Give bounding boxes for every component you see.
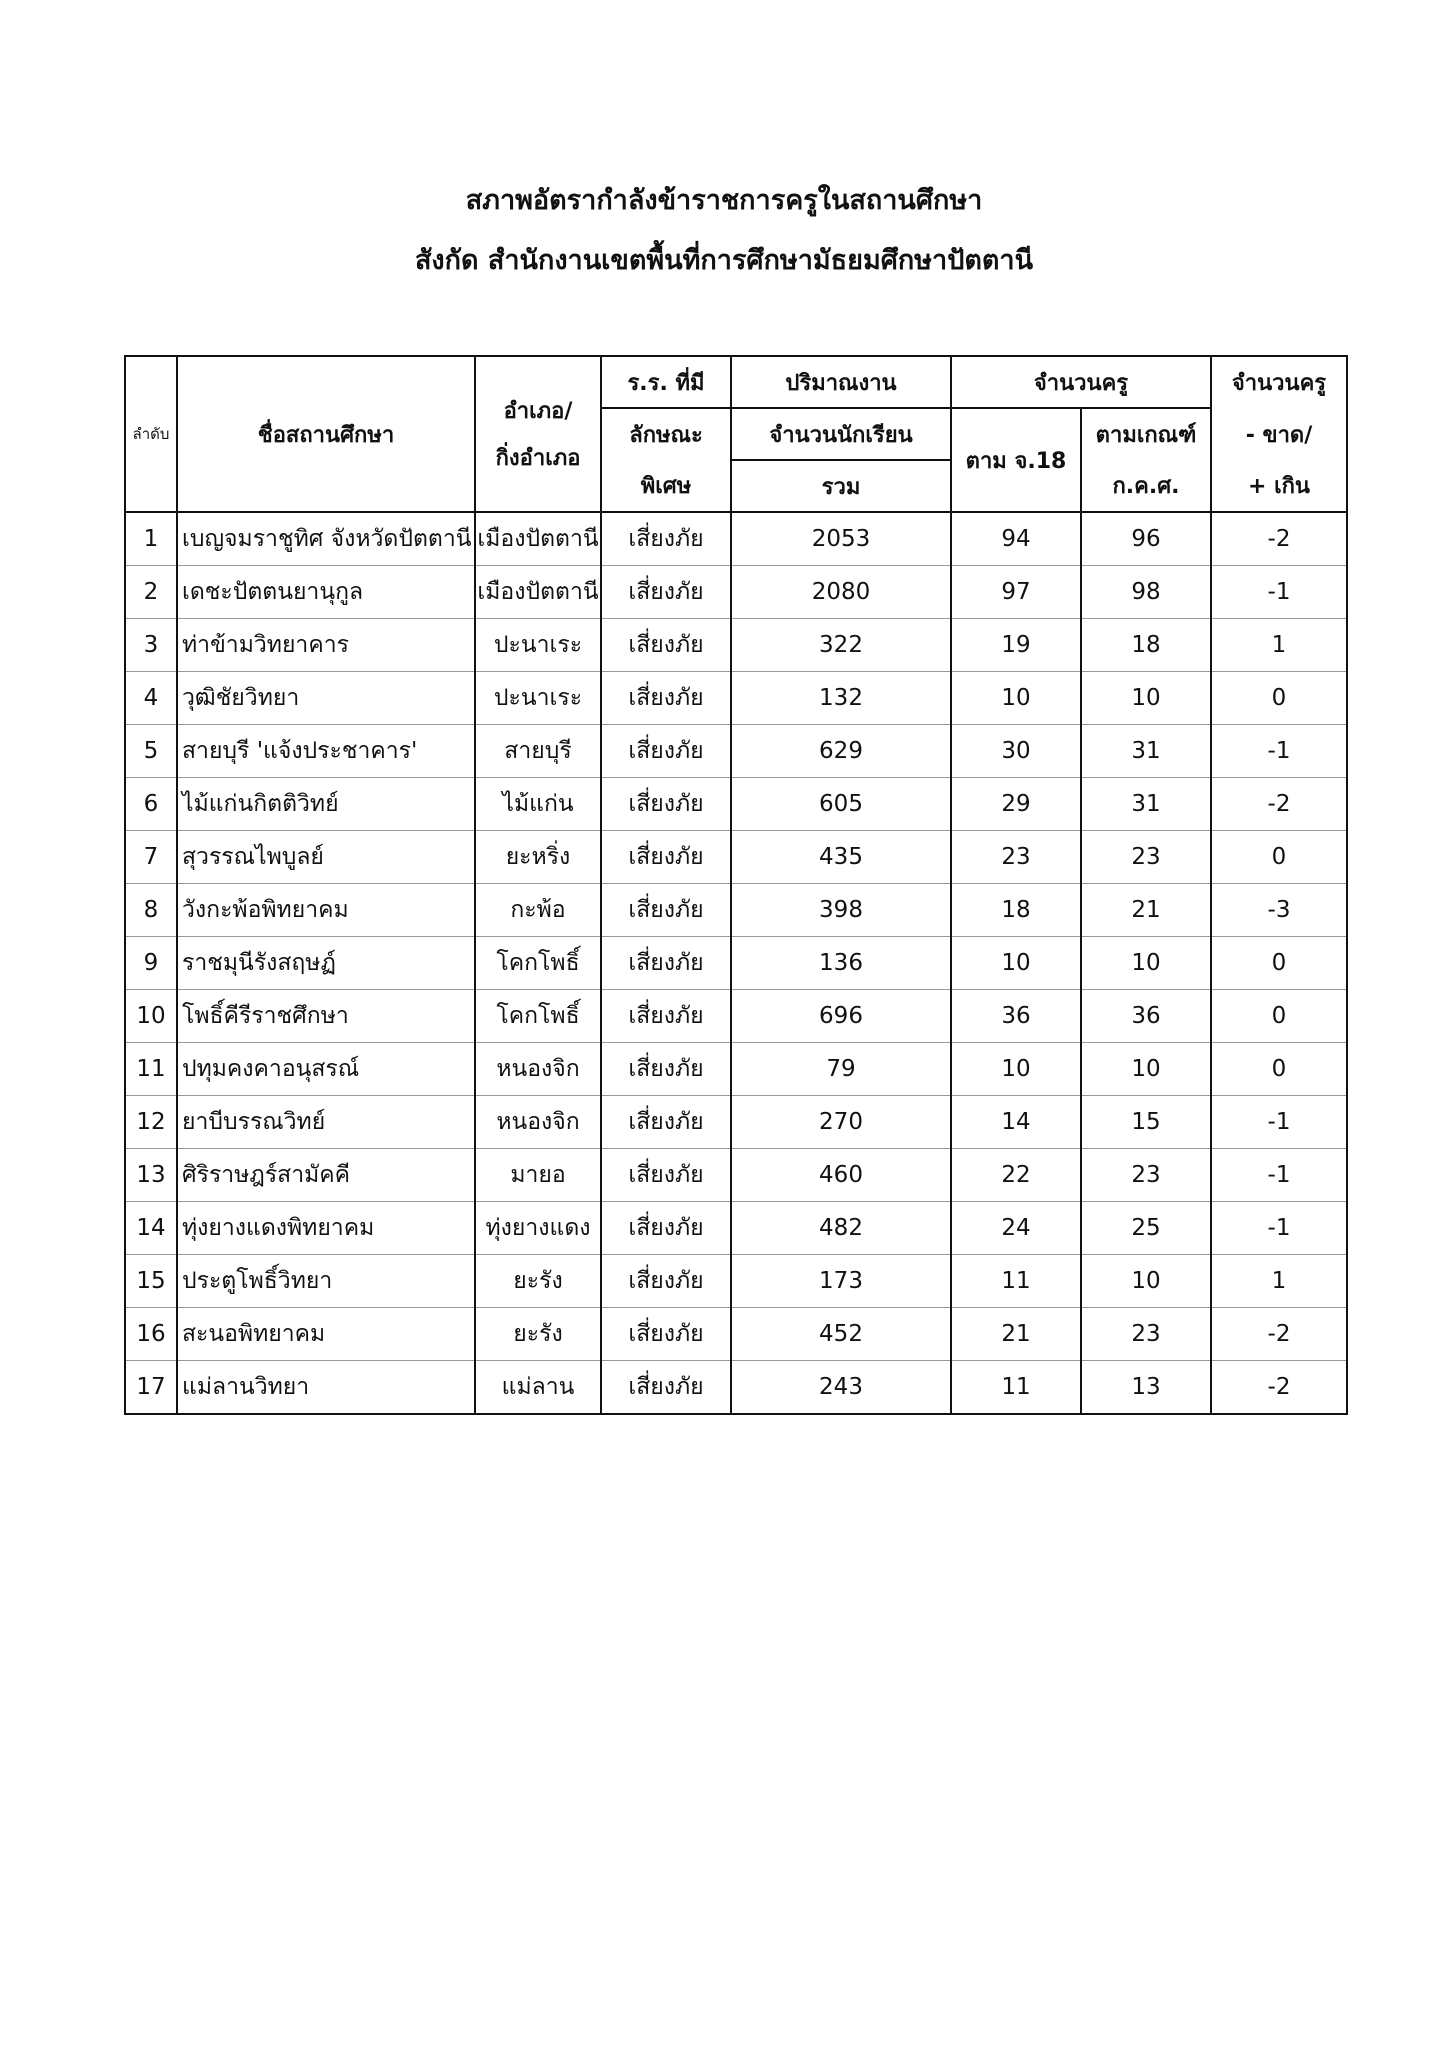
cell-teachers-j18: 24 (951, 1202, 1081, 1255)
cell-teachers-j18: 30 (951, 725, 1081, 778)
cell-special: เสี่ยงภัย (601, 990, 731, 1043)
cell-school: ทุ่งยางแดงพิทยาคม (177, 1202, 475, 1255)
header-total: รวม (731, 460, 951, 512)
cell-teacher-diff: -2 (1211, 778, 1347, 831)
document-title: สภาพอัตรากำลังข้าราชการครูในสถานศึกษา (465, 185, 983, 216)
cell-teachers-j18: 21 (951, 1308, 1081, 1361)
cell-school: ไม้แก่นกิตติวิทย์ (177, 778, 475, 831)
cell-students: 79 (731, 1043, 951, 1096)
cell-district: กะพ้อ (475, 884, 601, 937)
cell-district: มายอ (475, 1149, 601, 1202)
cell-district: ยะรัง (475, 1255, 601, 1308)
cell-no: 3 (125, 619, 177, 672)
cell-teachers-criteria: 10 (1081, 1043, 1211, 1096)
cell-teachers-criteria: 21 (1081, 884, 1211, 937)
cell-teachers-j18: 29 (951, 778, 1081, 831)
cell-teachers-criteria: 96 (1081, 512, 1211, 566)
cell-no: 14 (125, 1202, 177, 1255)
table-row (125, 619, 1347, 672)
table-row (125, 937, 1347, 990)
cell-special: เสี่ยงภัย (601, 1361, 731, 1415)
cell-special: เสี่ยงภัย (601, 1255, 731, 1308)
cell-special: เสี่ยงภัย (601, 619, 731, 672)
header-students: จำนวนนักเรียน (731, 408, 951, 460)
cell-teachers-criteria: 25 (1081, 1202, 1211, 1255)
cell-no: 16 (125, 1308, 177, 1361)
cell-school: สะนอพิทยาคม (177, 1308, 475, 1361)
cell-school: แม่ลานวิทยา (177, 1361, 475, 1415)
table-row (125, 1043, 1347, 1096)
cell-no: 11 (125, 1043, 177, 1096)
cell-district: ปะนาเระ (475, 619, 601, 672)
cell-teachers-criteria: 36 (1081, 990, 1211, 1043)
cell-teacher-diff: -2 (1211, 1308, 1347, 1361)
cell-district: สายบุรี (475, 725, 601, 778)
cell-district: หนองจิก (475, 1096, 601, 1149)
cell-no: 7 (125, 831, 177, 884)
cell-teacher-diff: -2 (1211, 1361, 1347, 1415)
cell-teachers-j18: 18 (951, 884, 1081, 937)
cell-no: 15 (125, 1255, 177, 1308)
cell-district: ทุ่งยางแดง (475, 1202, 601, 1255)
cell-district: ยะรัง (475, 1308, 601, 1361)
cell-teachers-criteria: 15 (1081, 1096, 1211, 1149)
cell-teacher-diff: 0 (1211, 937, 1347, 990)
cell-students: 136 (731, 937, 951, 990)
table-row (125, 512, 1347, 566)
cell-students: 270 (731, 1096, 951, 1149)
table-row (125, 884, 1347, 937)
header-no: ลำดับ (125, 356, 177, 512)
table-row (125, 1361, 1347, 1415)
cell-teachers-j18: 11 (951, 1255, 1081, 1308)
cell-students: 398 (731, 884, 951, 937)
cell-students: 173 (731, 1255, 951, 1308)
header-diff-line1: จำนวนครู (1211, 356, 1347, 408)
cell-teachers-criteria: 98 (1081, 566, 1211, 619)
cell-teachers-j18: 19 (951, 619, 1081, 672)
cell-special: เสี่ยงภัย (601, 725, 731, 778)
cell-school: เดชะปัตตนยานุกูล (177, 566, 475, 619)
cell-teachers-criteria: 23 (1081, 1149, 1211, 1202)
cell-no: 17 (125, 1361, 177, 1415)
cell-teachers-criteria: 10 (1081, 937, 1211, 990)
cell-teacher-diff: -1 (1211, 566, 1347, 619)
cell-special: เสี่ยงภัย (601, 512, 731, 566)
cell-special: เสี่ยงภัย (601, 884, 731, 937)
cell-teacher-diff: -1 (1211, 1149, 1347, 1202)
cell-district: ปะนาเระ (475, 672, 601, 725)
cell-district: ไม้แก่น (475, 778, 601, 831)
header-district (475, 356, 601, 512)
cell-teachers-j18: 10 (951, 937, 1081, 990)
cell-teacher-diff: 1 (1211, 619, 1347, 672)
cell-teachers-j18: 36 (951, 990, 1081, 1043)
cell-students: 322 (731, 619, 951, 672)
header-by-criteria-line1: ตามเกณฑ์ (1081, 408, 1211, 460)
header-special-line1: ร.ร. ที่มี (601, 356, 731, 408)
cell-no: 10 (125, 990, 177, 1043)
cell-special: เสี่ยงภัย (601, 831, 731, 884)
cell-students: 243 (731, 1361, 951, 1415)
header-diff-line3: + เกิน (1211, 460, 1347, 512)
header-district-line1: อำเภอ/ (503, 399, 573, 424)
cell-special: เสี่ยงภัย (601, 1202, 731, 1255)
cell-teacher-diff: 0 (1211, 990, 1347, 1043)
cell-teachers-j18: 10 (951, 672, 1081, 725)
cell-district: ยะหริ่ง (475, 831, 601, 884)
cell-no: 2 (125, 566, 177, 619)
cell-school: สายบุรี 'แจ้งประชาคาร' (177, 725, 475, 778)
cell-students: 629 (731, 725, 951, 778)
cell-teacher-diff: -2 (1211, 512, 1347, 566)
cell-teacher-diff: 0 (1211, 672, 1347, 725)
cell-special: เสี่ยงภัย (601, 1149, 731, 1202)
header-by-j18: ตาม จ.18 (951, 408, 1081, 512)
table-row (125, 1096, 1347, 1149)
header-workload: ปริมาณงาน (731, 356, 951, 408)
cell-teacher-diff: -1 (1211, 1096, 1347, 1149)
cell-teacher-diff: -1 (1211, 1202, 1347, 1255)
header-district-line2: กิ่งอำเภอ (495, 446, 581, 471)
cell-school: ราชมุนีรังสฤษฏ์ (177, 937, 475, 990)
cell-school: ท่าข้ามวิทยาคาร (177, 619, 475, 672)
cell-no: 9 (125, 937, 177, 990)
cell-teacher-diff: 0 (1211, 831, 1347, 884)
cell-students: 2080 (731, 566, 951, 619)
cell-students: 482 (731, 1202, 951, 1255)
cell-teachers-j18: 23 (951, 831, 1081, 884)
cell-teacher-diff: -3 (1211, 884, 1347, 937)
cell-teachers-criteria: 23 (1081, 831, 1211, 884)
cell-special: เสี่ยงภัย (601, 1043, 731, 1096)
cell-no: 13 (125, 1149, 177, 1202)
cell-special: เสี่ยงภัย (601, 1096, 731, 1149)
cell-district: โคกโพธิ์ (475, 937, 601, 990)
cell-teachers-j18: 94 (951, 512, 1081, 566)
table-row (125, 566, 1347, 619)
cell-teachers-criteria: 31 (1081, 725, 1211, 778)
cell-school: ปทุมคงคาอนุสรณ์ (177, 1043, 475, 1096)
cell-special: เสี่ยงภัย (601, 778, 731, 831)
cell-school: ศิริราษฎร์สามัคคี (177, 1149, 475, 1202)
cell-no: 4 (125, 672, 177, 725)
header-teachers: จำนวนครู (951, 356, 1211, 408)
cell-district: หนองจิก (475, 1043, 601, 1096)
cell-no: 8 (125, 884, 177, 937)
cell-school: สุวรรณไพบูลย์ (177, 831, 475, 884)
cell-district: เมืองปัตตานี (475, 566, 601, 619)
cell-teachers-j18: 14 (951, 1096, 1081, 1149)
table-row (125, 672, 1347, 725)
cell-school: วุฒิชัยวิทยา (177, 672, 475, 725)
cell-teachers-criteria: 23 (1081, 1308, 1211, 1361)
cell-teacher-diff: 0 (1211, 1043, 1347, 1096)
cell-teacher-diff: -1 (1211, 725, 1347, 778)
cell-school: ประตูโพธิ์วิทยา (177, 1255, 475, 1308)
cell-school: ยาบีบรรณวิทย์ (177, 1096, 475, 1149)
cell-teachers-j18: 97 (951, 566, 1081, 619)
document-subtitle: สังกัด สำนักงานเขตพื้นที่การศึกษามัธยมศึกษาปัตตานี (414, 245, 1034, 276)
cell-teachers-criteria: 10 (1081, 672, 1211, 725)
teacher-staffing-table (124, 355, 1348, 1415)
cell-district: โคกโพธิ์ (475, 990, 601, 1043)
table-row (125, 831, 1347, 884)
cell-students: 605 (731, 778, 951, 831)
table-row (125, 1149, 1347, 1202)
table-row (125, 1202, 1347, 1255)
table-row (125, 990, 1347, 1043)
cell-teachers-criteria: 13 (1081, 1361, 1211, 1415)
cell-special: เสี่ยงภัย (601, 937, 731, 990)
cell-teacher-diff: 1 (1211, 1255, 1347, 1308)
table-row (125, 1308, 1347, 1361)
cell-special: เสี่ยงภัย (601, 566, 731, 619)
header-special-line2: ลักษณะ (601, 408, 731, 460)
cell-special: เสี่ยงภัย (601, 1308, 731, 1361)
cell-teachers-criteria: 18 (1081, 619, 1211, 672)
header-by-criteria-line2: ก.ค.ศ. (1081, 460, 1211, 512)
cell-teachers-j18: 22 (951, 1149, 1081, 1202)
cell-no: 12 (125, 1096, 177, 1149)
cell-school: โพธิ์คีรีราชศึกษา (177, 990, 475, 1043)
cell-no: 6 (125, 778, 177, 831)
cell-students: 435 (731, 831, 951, 884)
cell-students: 132 (731, 672, 951, 725)
header-diff-line2: - ขาด/ (1211, 408, 1347, 460)
table-row (125, 778, 1347, 831)
cell-teachers-j18: 11 (951, 1361, 1081, 1415)
cell-students: 452 (731, 1308, 951, 1361)
table-row (125, 1255, 1347, 1308)
cell-school: เบญจมราชูทิศ จังหวัดปัตตานี (177, 512, 475, 566)
header-school: ชื่อสถานศึกษา (177, 356, 475, 512)
cell-special: เสี่ยงภัย (601, 672, 731, 725)
cell-teachers-criteria: 10 (1081, 1255, 1211, 1308)
cell-district: แม่ลาน (475, 1361, 601, 1415)
cell-students: 460 (731, 1149, 951, 1202)
cell-no: 5 (125, 725, 177, 778)
cell-school: วังกะพ้อพิทยาคม (177, 884, 475, 937)
cell-students: 2053 (731, 512, 951, 566)
cell-students: 696 (731, 990, 951, 1043)
header-special-line3: พิเศษ (601, 460, 731, 512)
table-row (125, 725, 1347, 778)
cell-teachers-j18: 10 (951, 1043, 1081, 1096)
cell-no: 1 (125, 512, 177, 566)
cell-teachers-criteria: 31 (1081, 778, 1211, 831)
cell-district: เมืองปัตตานี (475, 512, 601, 566)
